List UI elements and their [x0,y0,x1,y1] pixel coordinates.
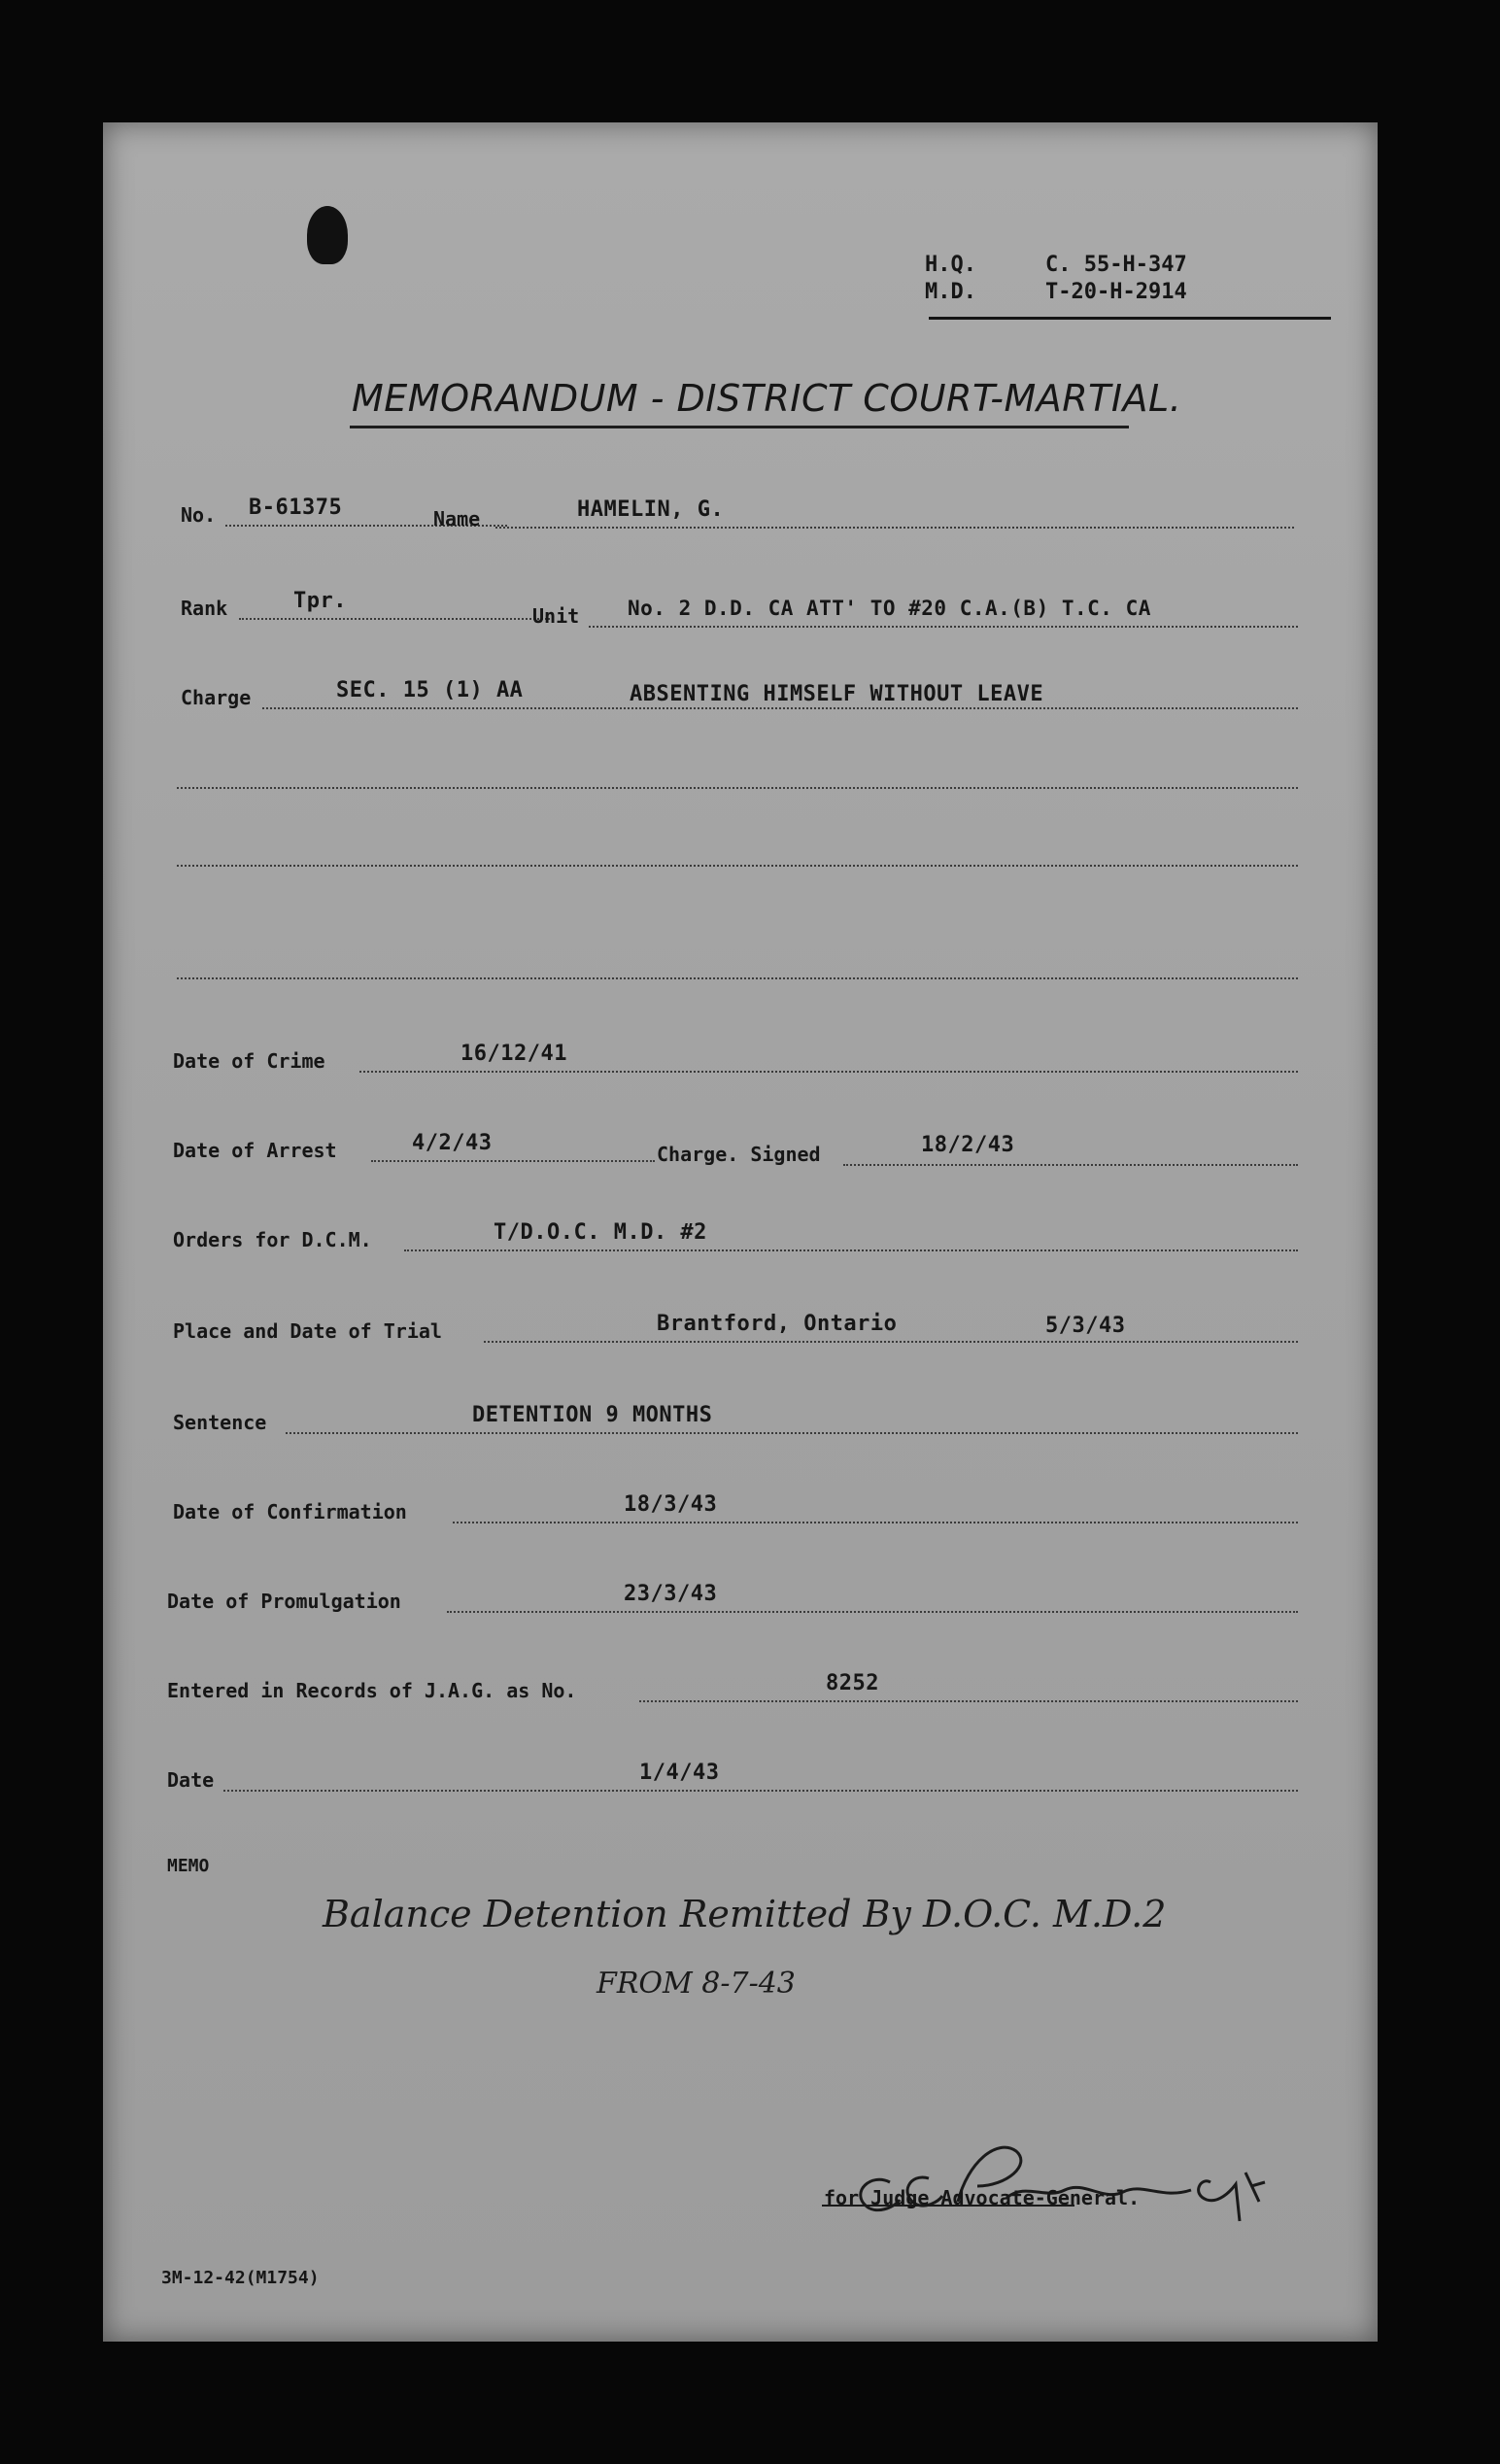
place-date-label: Place and Date of Trial [173,1319,442,1343]
charge-signed-dotted-line [843,1164,1298,1166]
entered-number: 8252 [826,1671,879,1695]
hq-label: H.Q. [925,253,976,277]
entered-label: Entered in Records of J.A.G. as No. [167,1679,577,1702]
title-underline [350,426,1129,428]
hq-file-number: C. 55-H-347 [1045,253,1187,277]
unit-value: No. 2 D.D. CA ATT' TO #20 C.A.(B) T.C. CA [628,597,1151,620]
place-date-dotted-line [484,1341,1298,1343]
sentence-value: DETENTION 9 MONTHS [472,1403,713,1427]
charge-blank-line-1 [177,787,1298,789]
orders-label: Orders for D.C.M. [173,1228,372,1251]
date-of-crime-value: 16/12/41 [460,1042,567,1066]
unit-label: Unit [532,604,580,628]
promulgation-dotted-line [447,1611,1298,1613]
promulgation-value: 23/3/43 [624,1582,718,1606]
memo-handwritten-line-1: Balance Detention Remitted By D.O.C. M.D.2 [323,1893,1167,1935]
confirmation-value: 18/3/43 [624,1492,718,1517]
date-of-arrest-value: 4/2/43 [412,1131,493,1155]
form-title: MEMORANDUM - DISTRICT COURT-MARTIAL. [352,377,1182,420]
memo-label: MEMO [167,1856,210,1876]
charge-section: SEC. 15 (1) AA [336,678,524,702]
soldier-name: HAMELIN, G. [577,497,725,522]
name-dotted-line [495,527,1294,529]
md-file-number: T-20-H-2914 [1045,280,1187,304]
confirmation-label: Date of Confirmation [173,1500,407,1523]
md-label: M.D. [925,280,976,304]
confirmation-dotted-line [453,1522,1298,1523]
memo-handwritten-line-2: FROM 8-7-43 [597,1967,796,2001]
rank-dotted-line [239,618,550,620]
unit-dotted-line [589,626,1298,628]
orders-value: T/D.O.C. M.D. #2 [494,1220,707,1245]
service-number: B-61375 [249,496,343,520]
orders-dotted-line [404,1249,1298,1251]
charge-dotted-line [262,707,1298,709]
signature-caption: for Judge Advocate-General. [824,2186,1141,2209]
rank-label: Rank [181,597,228,620]
trial-place-value: Brantford, Ontario [657,1312,898,1336]
sentence-label: Sentence [173,1411,267,1434]
reference-underline [929,317,1331,320]
date-of-crime-label: Date of Crime [173,1049,325,1073]
punch-mark [307,206,348,264]
date-dotted-line [223,1790,1298,1792]
trial-date-value: 5/3/43 [1045,1314,1126,1338]
date-of-arrest-dotted-line [371,1160,655,1162]
date-of-arrest-label: Date of Arrest [173,1139,337,1162]
rank-value: Tpr. [293,589,347,613]
charge-text: ABSENTING HIMSELF WITHOUT LEAVE [630,682,1044,706]
memorandum-form [103,122,1378,2342]
charge-label: Charge [181,686,252,709]
promulgation-label: Date of Promulgation [167,1590,401,1613]
date-label: Date [167,1768,215,1792]
charge-blank-line-2 [177,865,1298,867]
date-of-crime-dotted-line [359,1071,1298,1073]
charge-blank-line-3 [177,977,1298,979]
charge-signed-label: Charge. Signed [657,1143,821,1166]
entered-dotted-line [639,1700,1298,1702]
form-number: 3M-12-42(M1754) [161,2268,320,2288]
charge-signed-value: 18/2/43 [921,1133,1015,1157]
no-label: No. [181,503,217,527]
sentence-dotted-line [286,1432,1298,1434]
date-value: 1/4/43 [639,1761,720,1785]
name-label: Name [433,507,481,530]
